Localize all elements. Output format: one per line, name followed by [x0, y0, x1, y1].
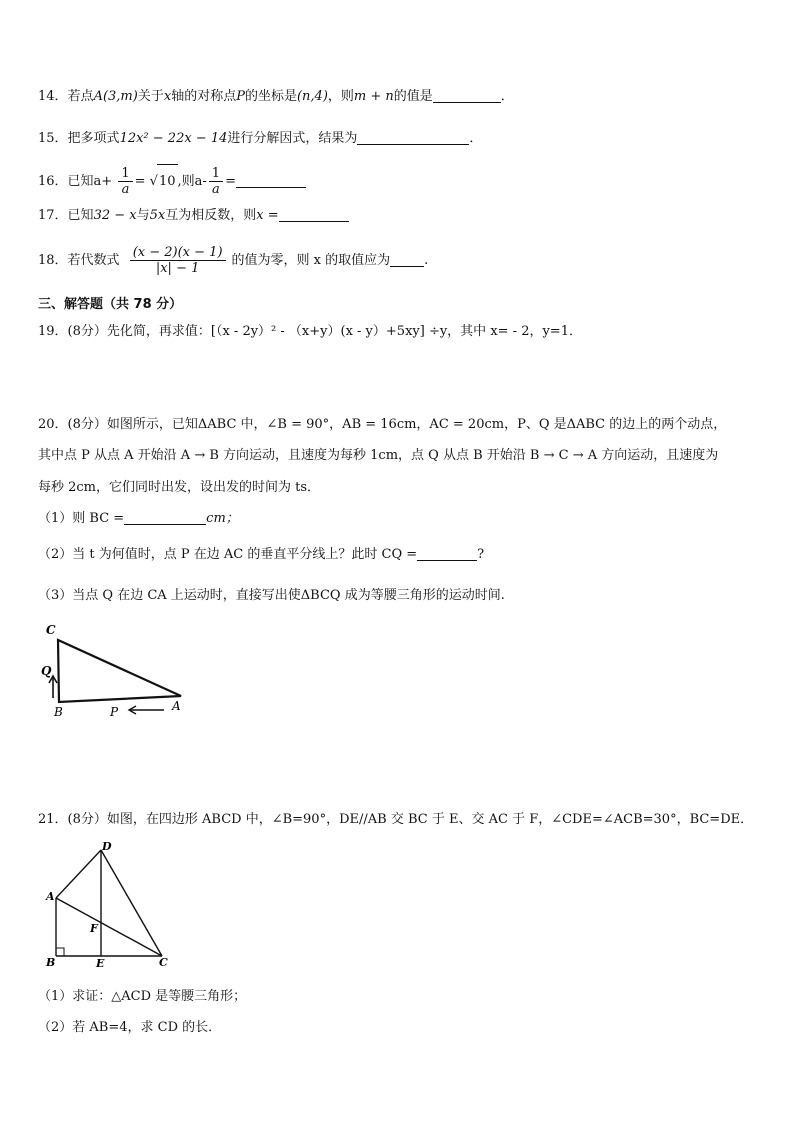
fraction: $\frac{(x - 2)(x - 1)}{|x| - 1}$ — [130, 245, 226, 276]
question-20-line-2: 其中点 P 从点 A 开始沿 A → B 方向运动，且速度为每秒 1cm，点 Q 从点 B 开始沿 B → C → A 方向运动，且速度为 — [38, 448, 719, 463]
label-a: A — [172, 699, 181, 713]
question-15: 15．把多项式12x² − 22x − 14进行分解因式，结果为 ． — [38, 131, 483, 146]
answer-blank[interactable] — [236, 173, 306, 188]
question-21-line-1: 21．(8分）如图，在四边形 ABCD 中，∠B=90°，DE//AB 交 BC 于 E、交 AC 于 F，∠CDE=∠ACB=30°，BC=DE． — [38, 812, 754, 827]
fraction: $\frac{1}{a}$ — [118, 166, 132, 197]
triangle-abc-figure — [38, 620, 188, 720]
label-p: P — [110, 705, 119, 719]
question-21-sub-2: （2）若 AB=4，求 CD 的长． — [38, 1020, 222, 1035]
question-16: 16．已知a+ $\frac{1}{a}$ = √10 ,则a- $\frac{1}{a}$ = — [38, 164, 306, 199]
answer-blank[interactable] — [390, 252, 424, 267]
label-e: E — [96, 957, 105, 968]
answer-blank[interactable] — [417, 546, 477, 561]
label-d: D — [102, 840, 112, 853]
question-14: 14．若点A(3,m)关于x轴的对称点P的坐标是(n,4)，则m + n的值是 ． — [38, 89, 514, 104]
question-20-sub-2: （2）当 t 为何值时，点 P 在边 AC 的垂直平分线上？此时 CQ = ? — [38, 547, 485, 562]
label-f: F — [90, 922, 98, 935]
question-19: 19．(8分）先化简，再求值：[（x - 2y）² - （x+y）(x - y）+5xy] ÷y，其中 x= - 2，y=1． — [38, 324, 582, 339]
question-number: 14． — [38, 89, 68, 104]
label-b: B — [46, 956, 56, 968]
answer-blank[interactable] — [124, 510, 206, 525]
triangle-outline — [58, 640, 181, 702]
answer-blank[interactable] — [357, 130, 469, 145]
answer-blank[interactable] — [433, 88, 501, 103]
sqrt-sign: √ — [149, 174, 158, 189]
segment-ad — [56, 850, 101, 898]
label-c: C — [46, 623, 56, 637]
label-c: C — [159, 956, 168, 968]
question-20-line-3: 每秒 2cm，它们同时出发，设出发的时间为 ts． — [38, 480, 321, 495]
fraction: $\frac{1}{a}$ — [209, 166, 223, 197]
right-angle-mark — [56, 948, 64, 956]
answer-blank[interactable] — [279, 207, 349, 222]
question-21-sub-1: （1）求证：△ACD 是等腰三角形； — [38, 989, 247, 1004]
quadrilateral-abcd-figure — [38, 838, 178, 968]
question-20-sub-1: （1）则 BC = cm； — [38, 511, 239, 526]
question-18: 18．若代数式 $\frac{(x - 2)(x - 1)}{|x| - 1}$ 的值为零，则 x 的取值应为 . — [38, 245, 429, 276]
question-20-line-1: 20．(8分）如图所示，已知ΔABC 中，∠B = 90°，AB = 16cm，AC = 20cm，P、Q 是ΔABC 的边上的两个动点， — [38, 417, 727, 432]
label-q: Q — [41, 664, 52, 678]
question-20-sub-3: （3）当点 Q 在边 CA 上运动时，直接写出使ΔBCQ 成为等腰三角形的运动时间. — [38, 588, 505, 603]
label-b: B — [54, 705, 63, 719]
section-heading: 三、解答题（共 78 分） — [38, 297, 183, 312]
question-17: 17．已知32 − x与5x互为相反数，则x = — [38, 207, 349, 225]
label-a: A — [46, 890, 55, 903]
